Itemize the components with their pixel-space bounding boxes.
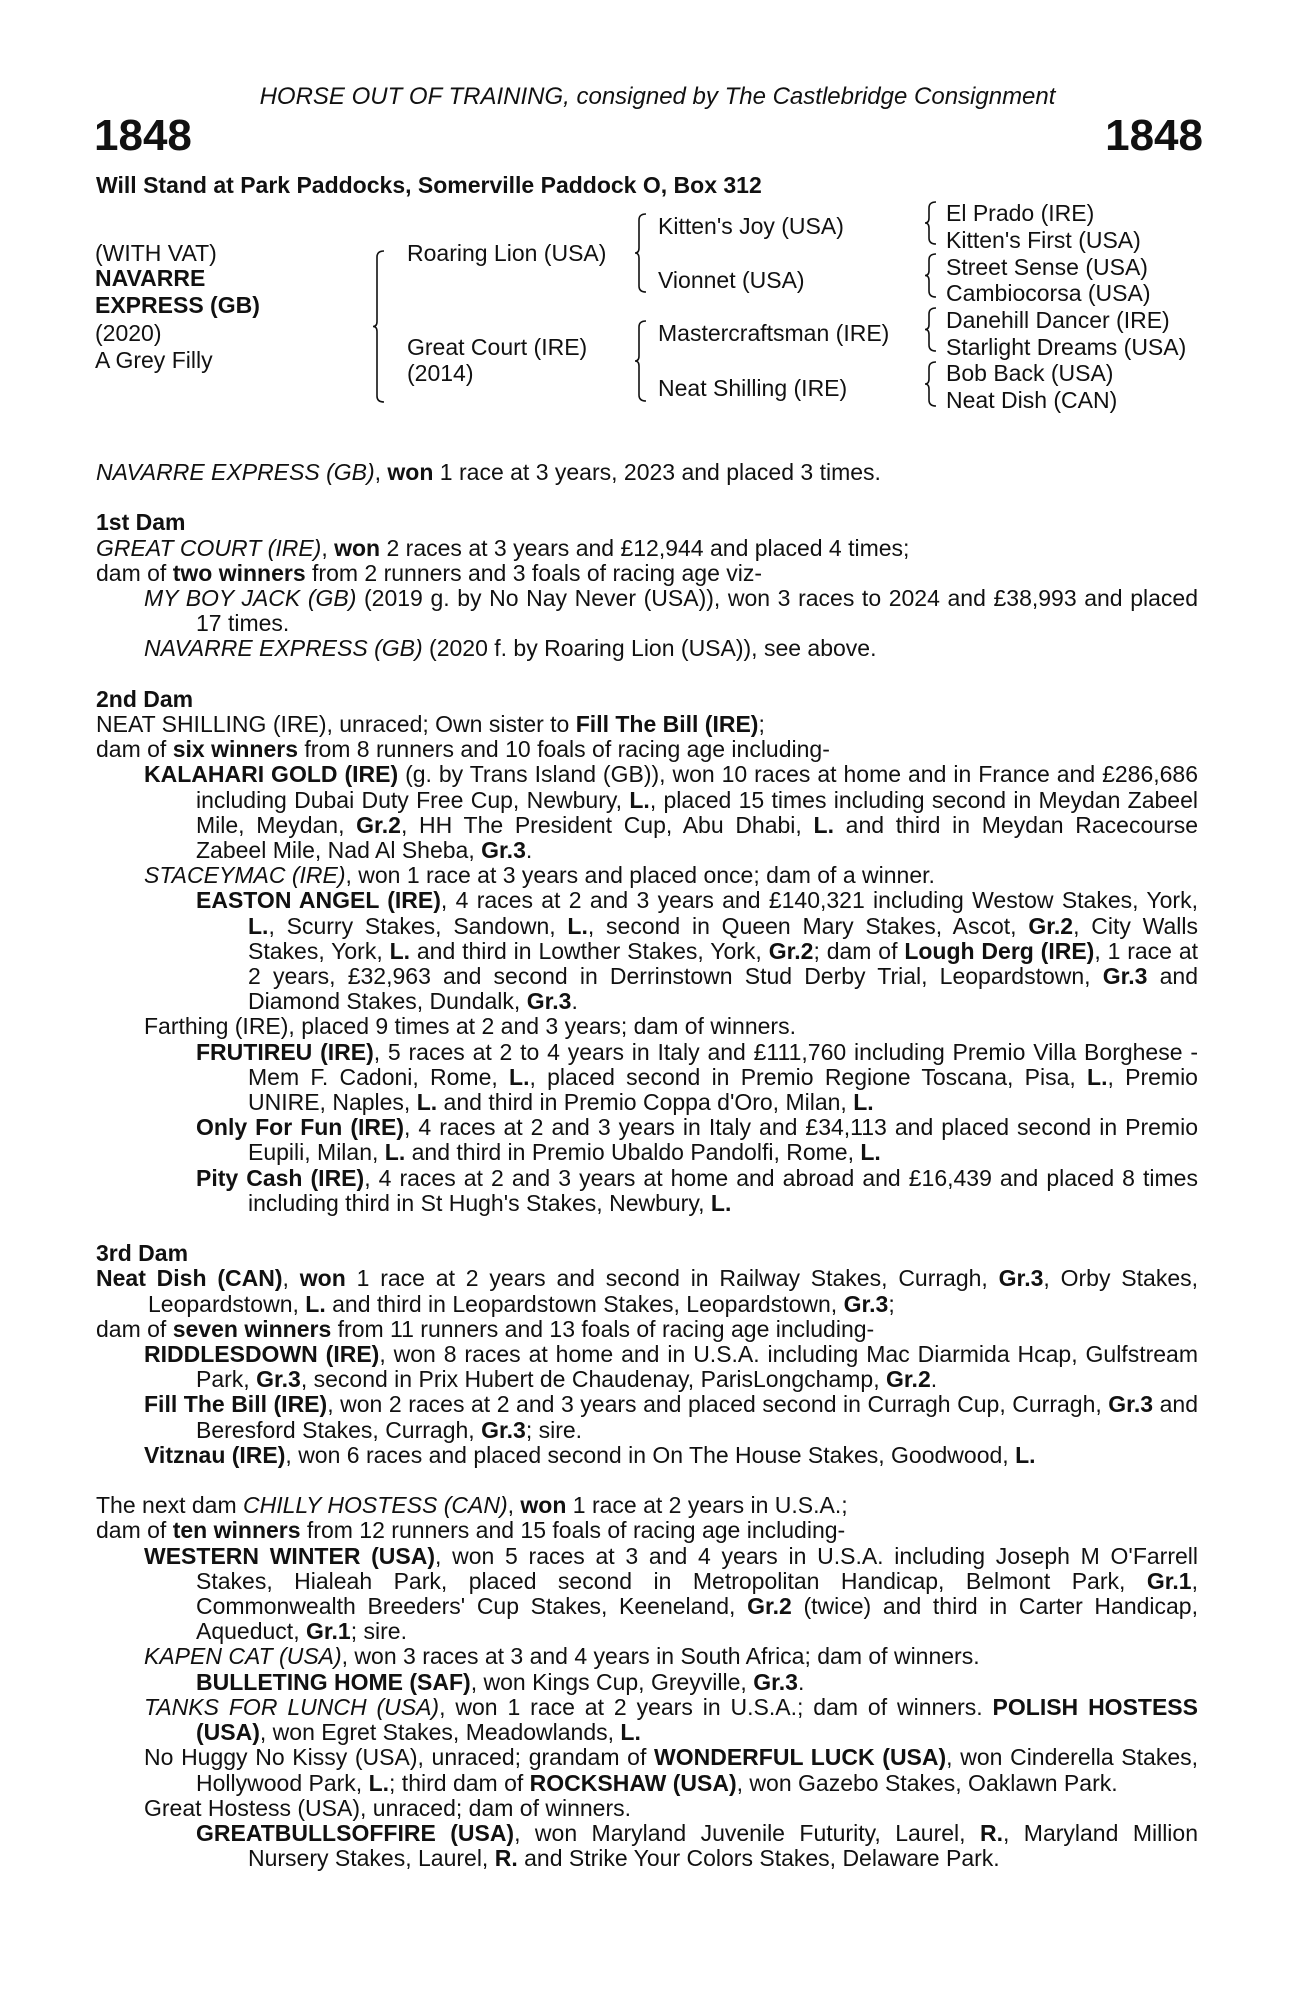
bold-text: WESTERN WINTER (USA) xyxy=(144,1542,436,1569)
section xyxy=(96,1493,1198,1871)
pedigree-entry xyxy=(144,1794,1198,1821)
bold-text: Gr.3 xyxy=(481,1416,526,1443)
pedigree-brace xyxy=(372,250,384,403)
pedigree-gen4: Bob Back (USA) xyxy=(946,360,1114,386)
text: 1 race at 3 years, 2023 and placed 3 times. xyxy=(433,459,881,485)
bold-text: won xyxy=(334,534,381,561)
text: , Commonwealth Breeders' Cup Stakes, Keeneland, xyxy=(196,1567,1198,1620)
text: , won 8 races at home and in U.S.A. including Mac Diarmida Hcap, Gulfstream Park, xyxy=(196,1341,1198,1393)
pedigree-dam-sire: Mastercraftsman (IRE) xyxy=(658,320,890,346)
text: (twice) and third in Carter Handicap, Aqueduct, xyxy=(196,1593,1198,1645)
text: , xyxy=(507,1492,521,1519)
pedigree-entry xyxy=(144,761,1199,864)
pedigree-entry xyxy=(144,635,1198,662)
bold-text: two winners xyxy=(172,559,306,586)
italic-text: CHILLY HOSTESS (CAN) xyxy=(243,1492,508,1519)
bold-text: Gr.1 xyxy=(1146,1567,1192,1594)
pedigree-entry xyxy=(196,1819,1199,1872)
text: No Huggy No Kissy (USA), unraced; grandam of xyxy=(144,1744,655,1771)
italic-text: KAPEN CAT (USA) xyxy=(144,1643,342,1670)
pedigree-sire: Roaring Lion (USA) xyxy=(407,240,607,266)
bold-text: ten winners xyxy=(172,1517,301,1544)
text: , won 2 races at 2 and 3 years and placed second in Curragh Cup, Curragh, xyxy=(327,1391,1109,1418)
text: and third in Meydan Racecourse Zabeel Mile, Nad Al Sheba, xyxy=(196,811,1199,864)
bold-text: Gr.3 xyxy=(256,1366,301,1393)
consignment-line: HORSE OUT OF TRAINING, consigned by The Castlebridge Consignment xyxy=(259,83,1056,110)
bold-text: Gr.2 xyxy=(885,1366,931,1393)
text: dam of xyxy=(96,736,173,763)
pedigree-gen4: Starlight Dreams (USA) xyxy=(946,334,1187,360)
bold-text: L. xyxy=(860,1139,881,1166)
text: , won Kings Cup, Greyville, xyxy=(470,1668,754,1695)
bold-text: Gr.3 xyxy=(1102,963,1148,990)
horse-description: A Grey Filly xyxy=(95,347,213,373)
text: (g. by Trans Island (GB)), won 10 races at home and in France and £286,686 including Dubai Duty Free Cup, Newbury, xyxy=(196,761,1198,813)
text: and third in Premio Ubaldo Pandolfi, Rome, xyxy=(405,1139,861,1166)
pedigree-brace xyxy=(634,213,646,293)
pedigree-dam-dam: Neat Shilling (IRE) xyxy=(658,375,848,401)
bold-text: L. xyxy=(567,912,588,939)
text: , won 1 race at 2 years in U.S.A.; dam of winners. xyxy=(439,1693,993,1720)
pedigree-entry xyxy=(144,585,1198,637)
pedigree-brace xyxy=(924,307,936,352)
bold-text: L. xyxy=(509,1063,530,1090)
pedigree-entry xyxy=(196,1038,1198,1116)
text: The next dam xyxy=(96,1492,244,1519)
section-heading: 3rd Dam xyxy=(96,1240,189,1267)
pedigree-entry xyxy=(144,1693,1198,1746)
text: (2019 g. by No Nay Never (USA)), won 3 races to 2024 and £38,993 and placed 17 times. xyxy=(196,585,1198,637)
text: . xyxy=(525,837,533,864)
pedigree-entry xyxy=(96,459,1198,485)
bold-text: Gr.3 xyxy=(998,1265,1044,1292)
text: , 4 races at 2 and 3 years and £140,321 including Westow Stakes, York, xyxy=(440,887,1198,914)
bold-text: Gr.3 xyxy=(526,988,572,1015)
bold-text: L. xyxy=(620,1719,641,1746)
text: , won Gazebo Stakes, Oaklawn Park. xyxy=(736,1769,1118,1796)
italic-text: GREAT COURT (IRE) xyxy=(96,534,322,561)
pedigree-gen4: Cambiocorsa (USA) xyxy=(946,280,1151,306)
pedigree-gen4: Neat Dish (CAN) xyxy=(946,387,1118,413)
bold-text: L. xyxy=(368,1769,390,1796)
text: , won Cinderella Stakes, Hollywood Park, xyxy=(196,1744,1199,1796)
text: , won Maryland Juvenile Futurity, Laurel, xyxy=(514,1819,980,1846)
italic-text: TANKS FOR LUNCH (USA) xyxy=(144,1693,440,1720)
pedigree-gen4: Street Sense (USA) xyxy=(946,254,1148,280)
pedigree-dam-year: (2014) xyxy=(407,360,474,386)
pedigree-entry xyxy=(96,1315,1198,1342)
text: . xyxy=(930,1366,938,1393)
section xyxy=(96,460,1198,485)
pedigree-dam: Great Court (IRE) xyxy=(407,334,588,360)
bold-text: L. xyxy=(416,1089,438,1116)
text: , City Walls Stakes, York, xyxy=(248,912,1199,964)
bold-text: won xyxy=(520,1492,567,1519)
text: and third in Premio Coppa d'Oro, Milan, xyxy=(437,1089,854,1116)
pedigree-entry xyxy=(144,1391,1198,1443)
bold-text: won xyxy=(299,1265,346,1292)
bold-text: L. xyxy=(389,937,411,964)
bold-text: L. xyxy=(853,1089,874,1116)
bold-text: L. xyxy=(1015,1441,1036,1468)
pedigree-brace xyxy=(924,253,936,298)
text: and Beresford Stakes, Curragh, xyxy=(196,1391,1198,1443)
bold-text: L. xyxy=(813,811,834,838)
bold-text: L. xyxy=(1087,1063,1108,1090)
text: , 5 races at 2 to 4 years in Italy and £111,760 including Premio Villa Borghese - Mem F. Cadoni, Rome, xyxy=(248,1038,1198,1090)
text: , 1 race at 2 years, £32,963 and second in Derrinstown Stud Derby Trial, Leopardstown, xyxy=(248,937,1199,990)
text: Farthing (IRE), placed 9 times at 2 and 3 years; dam of winners. xyxy=(144,1013,796,1040)
horse-name-line1: NAVARRE xyxy=(95,265,206,291)
bold-text: RIDDLESDOWN (IRE) xyxy=(144,1341,380,1368)
lot-number-left: 1848 xyxy=(94,111,192,160)
bold-text: Lough Derg (IRE) xyxy=(904,937,1095,964)
text: , Orby Stakes, Leopardstown, xyxy=(148,1265,1199,1317)
section xyxy=(96,1241,1198,1468)
lot-number-right: 1848 xyxy=(1105,111,1203,160)
italic-text: NAVARRE EXPRESS (GB) xyxy=(144,635,423,662)
bold-text: POLISH HOSTESS (USA) xyxy=(196,1693,1198,1746)
bold-text: six winners xyxy=(172,736,298,763)
pedigree-entry xyxy=(144,1341,1198,1393)
pedigree-entry xyxy=(196,1668,1198,1695)
text: , 4 races at 2 and 3 years at home and abroad and £16,439 and placed 8 times including third in St Hugh's Stakes, Newbury, xyxy=(248,1164,1198,1216)
pedigree-entry xyxy=(144,1643,1198,1670)
foaling-year: (2020) xyxy=(95,320,162,346)
text: ; third dam of xyxy=(389,1769,530,1796)
bold-text: Gr.2 xyxy=(768,937,814,964)
bold-text: Fill The Bill (IRE) xyxy=(144,1391,328,1418)
bold-text: L. xyxy=(629,786,650,813)
text: 2 races at 3 years and £12,944 and placed 4 times; xyxy=(380,534,910,561)
bold-text: Gr.3 xyxy=(753,1668,798,1695)
pedigree-entry xyxy=(96,1492,1198,1519)
pedigree-entry xyxy=(144,1013,1198,1040)
pedigree-entry xyxy=(96,534,1198,561)
text: , Maryland Million Nursery Stakes, Laurel, xyxy=(248,1819,1199,1872)
text: dam of xyxy=(96,559,173,586)
text: , xyxy=(321,534,335,561)
text: , HH The President Cup, Abu Dhabi, xyxy=(400,811,814,838)
text: , won 5 races at 3 and 4 years in U.S.A. including Joseph M O'Farrell Stakes, Hialeah Park, placed second in Metropolitan Handicap, Belmont Park, xyxy=(196,1542,1198,1594)
horse-name-line2: EXPRESS (GB) xyxy=(95,292,260,318)
bold-text: Pity Cash (IRE) xyxy=(196,1164,365,1191)
text: 1 race at 2 years in U.S.A.; xyxy=(566,1492,848,1519)
pedigree-sire-sire: Kitten's Joy (USA) xyxy=(658,213,844,239)
text: (2020 f. by Roaring Lion (USA)), see above. xyxy=(422,635,877,662)
bold-text: L. xyxy=(305,1290,326,1317)
bold-text: Gr.3 xyxy=(1108,1391,1154,1418)
text: ; xyxy=(758,711,765,737)
italic-text: MY BOY JACK (GB) xyxy=(144,585,357,611)
text: dam of xyxy=(96,1315,173,1342)
text: ; sire. xyxy=(525,1416,583,1443)
bold-text: FRUTIREU (IRE) xyxy=(196,1038,374,1065)
pedigree-gen4: Danehill Dancer (IRE) xyxy=(946,307,1170,333)
pedigree-entry xyxy=(96,736,1198,763)
text: , second in Prix Hubert de Chaudenay, ParisLongchamp, xyxy=(300,1366,886,1393)
bold-text: Gr.3 xyxy=(843,1290,889,1317)
pedigree-sire-dam: Vionnet (USA) xyxy=(658,267,805,293)
text: , second in Queen Mary Stakes, Ascot, xyxy=(587,912,1029,939)
stabling-location: Will Stand at Park Paddocks, Somerville Paddock O, Box 312 xyxy=(96,172,762,198)
pedigree-brace xyxy=(924,361,936,407)
text: , xyxy=(374,459,388,485)
text: , placed 15 times including second in Meydan Zabeel Mile, Meydan, xyxy=(196,786,1199,838)
text: , xyxy=(282,1265,300,1292)
text: Great Hostess (USA), unraced; dam of winners. xyxy=(144,1794,632,1821)
bold-text: Gr.2 xyxy=(356,811,401,838)
bold-text: won xyxy=(387,459,434,485)
text: ; xyxy=(888,1290,895,1317)
bold-text: Vitznau (IRE) xyxy=(144,1441,286,1468)
bold-text: BULLETING HOME (SAF) xyxy=(196,1668,471,1695)
pedigree-brace xyxy=(924,201,936,245)
bold-text: GREATBULLSOFFIRE (USA) xyxy=(196,1819,515,1846)
pedigree-entry xyxy=(144,1542,1198,1645)
text: NEAT SHILLING (IRE), unraced; Own sister to xyxy=(96,711,576,737)
text: , won 3 races at 3 and 4 years in South Africa; dam of winners. xyxy=(341,1643,980,1670)
text: , won 6 races and placed second in On The House Stakes, Goodwood, xyxy=(285,1441,1016,1468)
section-heading: 1st Dam xyxy=(96,509,186,536)
pedigree-entry xyxy=(196,887,1199,1015)
text: and Strike Your Colors Stakes, Delaware Park. xyxy=(517,1845,1000,1872)
section xyxy=(96,687,1198,1216)
pedigree-entry xyxy=(144,1744,1199,1796)
pedigree-entry xyxy=(144,862,1198,889)
vat-note: (WITH VAT) xyxy=(95,240,217,266)
pedigree-entry xyxy=(96,559,1198,586)
text: dam of xyxy=(96,1517,173,1544)
text: , Scurry Stakes, Sandown, xyxy=(268,912,568,939)
text: and third in Leopardstown Stakes, Leopardstown, xyxy=(325,1290,844,1317)
bold-text: L. xyxy=(710,1189,732,1216)
bold-text: Gr.1 xyxy=(305,1618,351,1645)
text: from 12 runners and 15 foals of racing age including- xyxy=(300,1517,846,1544)
text: and Diamond Stakes, Dundalk, xyxy=(248,963,1199,1015)
pedigree-entry xyxy=(196,1164,1198,1216)
text: and third in Lowther Stakes, York, xyxy=(410,937,769,964)
bold-text: ROCKSHAW (USA) xyxy=(529,1769,737,1796)
bold-text: R. xyxy=(979,1819,1003,1846)
text: , Premio UNIRE, Naples, xyxy=(248,1063,1198,1116)
section-heading: 2nd Dam xyxy=(96,685,194,712)
bold-text: KALAHARI GOLD (IRE) xyxy=(144,761,399,788)
pedigree-gen4: El Prado (IRE) xyxy=(946,200,1095,226)
pedigree-brace xyxy=(634,320,646,402)
bold-text: Fill The Bill (IRE) xyxy=(575,711,759,737)
bold-text: R. xyxy=(494,1845,518,1872)
text: , placed second in Premio Regione Toscana, Pisa, xyxy=(529,1063,1088,1090)
italic-text: NAVARRE EXPRESS (GB) xyxy=(96,459,375,485)
bold-text: seven winners xyxy=(172,1315,332,1342)
text: . xyxy=(797,1668,805,1695)
pedigree-entry xyxy=(96,1265,1199,1317)
italic-text: STACEYMAC (IRE) xyxy=(144,862,346,889)
pedigree-entry xyxy=(196,1114,1198,1166)
bold-text: Neat Dish (CAN) xyxy=(96,1265,283,1292)
pedigree-gen4: Kitten's First (USA) xyxy=(946,227,1141,253)
pedigree-entry xyxy=(96,1517,1198,1544)
text: 1 race at 2 years and second in Railway Stakes, Curragh, xyxy=(345,1265,999,1292)
pedigree-entry xyxy=(96,711,1198,737)
bold-text: Gr.2 xyxy=(1028,912,1074,939)
bold-text: L. xyxy=(248,912,269,939)
pedigree-entry xyxy=(144,1441,1198,1468)
text: from 2 runners and 3 foals of racing age viz- xyxy=(305,559,763,586)
bold-text: L. xyxy=(384,1139,406,1166)
bold-text: WONDERFUL LUCK (USA) xyxy=(654,1744,947,1771)
text: ; dam of xyxy=(813,937,905,964)
text: from 11 runners and 13 foals of racing age including- xyxy=(331,1315,875,1342)
bold-text: EASTON ANGEL (IRE) xyxy=(196,887,441,914)
bold-text: Gr.2 xyxy=(747,1593,792,1620)
text: . xyxy=(571,988,578,1015)
text: , won 1 race at 3 years and placed once; dam of a winner. xyxy=(345,862,935,889)
text: from 8 runners and 10 foals of racing age including- xyxy=(298,736,830,763)
section xyxy=(96,510,1198,661)
produce-record xyxy=(96,460,1198,1871)
text: , 4 races at 2 and 3 years in Italy and £34,113 and placed second in Premio Eupili, Milan, xyxy=(248,1114,1198,1166)
bold-text: Only For Fun (IRE) xyxy=(196,1114,405,1141)
text: ; sire. xyxy=(350,1618,407,1645)
bold-text: Gr.3 xyxy=(481,837,526,864)
text: , won Egret Stakes, Meadowlands, xyxy=(259,1719,621,1746)
